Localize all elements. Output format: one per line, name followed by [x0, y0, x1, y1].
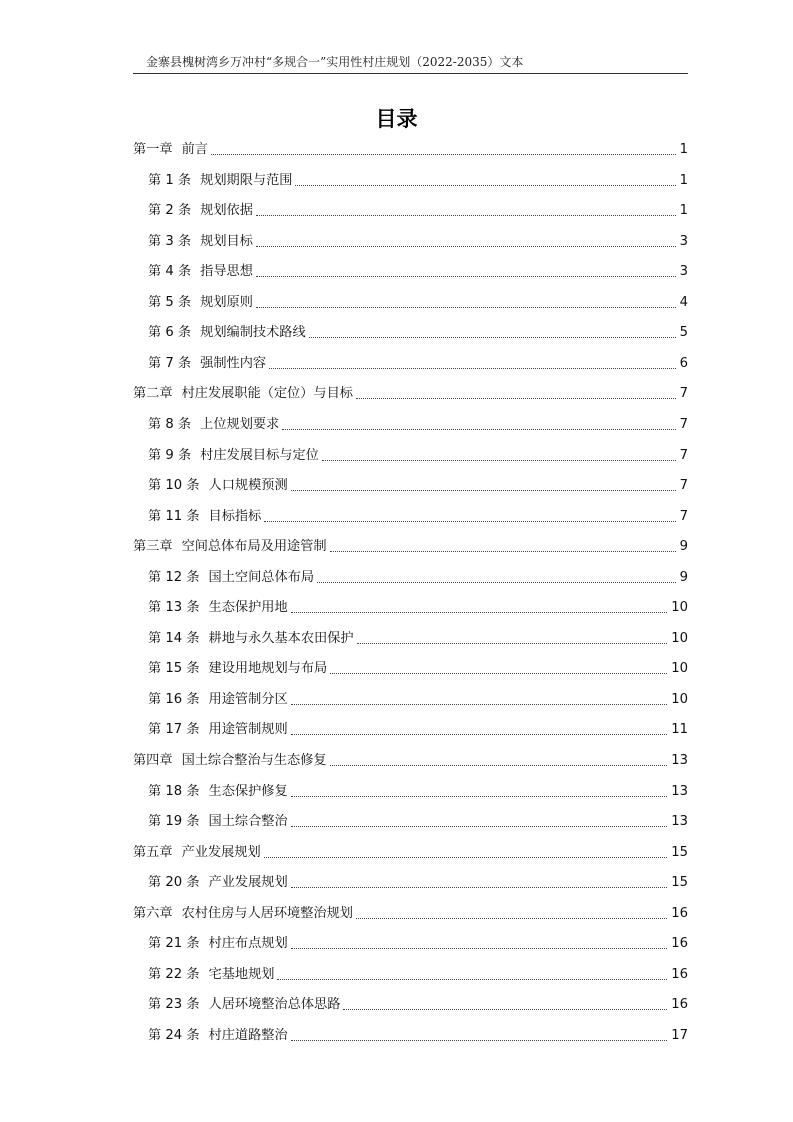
- toc-entry-number: 第二章: [133, 386, 173, 402]
- page-title: 目录: [375, 107, 418, 131]
- toc-dot-leader: [269, 362, 676, 369]
- toc-dot-leader: [211, 148, 676, 155]
- toc-dot-leader: [295, 179, 675, 186]
- toc-entry-title: 国土综合整治与生态修复: [181, 753, 327, 768]
- toc-chapter-entry[interactable]: [133, 384, 688, 404]
- toc-entry-title: 村庄道路整治: [208, 1027, 288, 1043]
- toc-dot-leader: [282, 423, 675, 430]
- toc-entry-number: 第三章: [133, 539, 173, 555]
- toc-chapter-entry[interactable]: [133, 537, 688, 557]
- toc-entry-title: 强制性内容: [200, 355, 267, 371]
- toc-entry-title: 村庄布点规划: [208, 936, 288, 952]
- toc-entry-title: 建设用地规划与布局: [208, 661, 328, 677]
- toc-entry-number: 第 24 条: [148, 1027, 200, 1043]
- toc-entry-title: 规划原则: [200, 294, 253, 310]
- toc-page-number: 1: [679, 203, 688, 219]
- toc-dot-leader: [330, 545, 676, 552]
- toc-dot-leader: [291, 1034, 668, 1041]
- toc-page-number: 9: [679, 539, 688, 555]
- toc-entry-number: 第 3 条: [148, 233, 192, 249]
- toc-dot-leader: [356, 912, 667, 919]
- toc-article-entry[interactable]: [148, 598, 688, 618]
- toc-entry-number: 第五章: [133, 844, 173, 860]
- toc-dot-leader: [277, 973, 667, 980]
- header-divider: [133, 73, 688, 74]
- toc-entry-title: 宅基地规划: [208, 966, 275, 982]
- toc-dot-leader: [356, 392, 676, 399]
- toc-entry-title: 用途管制规则: [208, 722, 288, 738]
- toc-page-number: 10: [671, 630, 688, 646]
- toc-page-number: 13: [671, 814, 688, 830]
- toc-article-entry[interactable]: [148, 354, 688, 374]
- toc-entry-title: 耕地与永久基本农田保护: [208, 630, 354, 646]
- toc-article-entry[interactable]: [148, 293, 688, 313]
- toc-entry-number: 第 15 条: [148, 661, 200, 677]
- toc-entry-title: 生态保护修复: [208, 783, 288, 799]
- toc-article-entry[interactable]: [148, 782, 688, 802]
- toc-page-number: 15: [671, 844, 688, 860]
- toc-dot-leader: [256, 209, 676, 216]
- toc-dot-leader: [264, 515, 675, 522]
- toc-article-entry[interactable]: [148, 171, 688, 191]
- toc-entry-title: 规划依据: [200, 203, 253, 219]
- toc-article-entry[interactable]: [148, 812, 688, 832]
- toc-page-number: 7: [679, 447, 688, 463]
- toc-dot-leader: [291, 606, 668, 613]
- toc-entry-number: 第 23 条: [148, 997, 200, 1013]
- toc-dot-leader: [330, 667, 667, 674]
- toc-article-entry[interactable]: [148, 262, 688, 282]
- toc-entry-title: 规划期限与范围: [200, 172, 293, 188]
- toc-dot-leader: [264, 851, 668, 858]
- toc-article-entry[interactable]: [148, 323, 688, 343]
- toc-article-entry[interactable]: [148, 476, 688, 496]
- toc-article-entry[interactable]: [148, 507, 688, 527]
- toc-page-number: 16: [671, 936, 688, 952]
- toc-entry-title: 农村住房与人居环境整治规划: [181, 905, 353, 921]
- toc-page-number: 16: [671, 966, 688, 982]
- toc-page-number: 11: [671, 722, 688, 738]
- toc-entry-title: 空间总体布局及用途管制: [181, 539, 327, 555]
- toc-entry-title: 用途管制分区: [208, 691, 288, 707]
- toc-entry-title: 村庄发展职能（定位）与目标: [181, 386, 353, 402]
- toc-dot-leader: [330, 759, 668, 766]
- toc-page-number: 10: [671, 661, 688, 677]
- toc-article-entry[interactable]: [148, 629, 688, 649]
- toc-page-number: 7: [679, 508, 688, 524]
- toc-article-entry[interactable]: [148, 720, 688, 740]
- toc-page-number: 13: [671, 753, 688, 768]
- toc-entry-number: 第一章: [133, 142, 173, 157]
- toc-entry-title: 人口规模预测: [208, 478, 288, 494]
- toc-entry-number: 第 13 条: [148, 600, 200, 616]
- toc-article-entry[interactable]: [148, 873, 688, 893]
- toc-entry-title: 生态保护用地: [208, 600, 288, 616]
- toc-chapter-entry[interactable]: [133, 904, 688, 924]
- toc-page-number: 1: [679, 142, 688, 157]
- toc-entry-title: 上位规划要求: [200, 416, 280, 432]
- toc-entry-title: 产业发展规划: [181, 844, 261, 860]
- toc-page-number: 5: [679, 325, 688, 341]
- toc-article-entry[interactable]: [148, 934, 688, 954]
- toc-page-number: 10: [671, 691, 688, 707]
- toc-article-entry[interactable]: [148, 690, 688, 710]
- toc-dot-leader: [291, 698, 668, 705]
- toc-page-number: 16: [671, 997, 688, 1013]
- toc-page-number: 4: [679, 294, 688, 310]
- toc-page-number: 1: [679, 172, 688, 188]
- toc-dot-leader: [291, 790, 668, 797]
- toc-entry-number: 第 4 条: [148, 264, 192, 280]
- toc-article-entry[interactable]: [148, 1026, 688, 1046]
- toc-entry-number: 第 10 条: [148, 478, 200, 494]
- toc-entry-title: 规划编制技术路线: [200, 325, 306, 341]
- toc-page-number: 7: [679, 386, 688, 402]
- toc-entry-number: 第 5 条: [148, 294, 192, 310]
- toc-dot-leader: [256, 240, 676, 247]
- toc-article-entry[interactable]: [148, 415, 688, 435]
- toc-article-entry[interactable]: [148, 965, 688, 985]
- toc-page-number: 17: [671, 1027, 688, 1043]
- toc-entry-number: 第 9 条: [148, 447, 192, 463]
- toc-entry-number: 第 2 条: [148, 203, 192, 219]
- toc-entry-title: 产业发展规划: [208, 875, 288, 891]
- toc-dot-leader: [309, 331, 676, 338]
- toc-article-entry[interactable]: [148, 446, 688, 466]
- toc-chapter-entry[interactable]: [133, 751, 688, 771]
- toc-entry-number: 第 16 条: [148, 691, 200, 707]
- toc-entry-number: 第 14 条: [148, 630, 200, 646]
- toc-article-entry[interactable]: [148, 201, 688, 221]
- toc-entry-title: 人居环境整治总体思路: [208, 997, 341, 1013]
- toc-article-entry[interactable]: [148, 995, 688, 1015]
- toc-entry-number: 第 18 条: [148, 783, 200, 799]
- toc-entry-title: 规划目标: [200, 233, 253, 249]
- toc-page-number: 3: [679, 233, 688, 249]
- toc-page-number: 6: [679, 355, 688, 371]
- toc-dot-leader: [291, 881, 668, 888]
- toc-dot-leader: [317, 576, 676, 583]
- toc-article-entry[interactable]: [148, 659, 688, 679]
- toc-page-number: 15: [671, 875, 688, 891]
- toc-page-number: 7: [679, 416, 688, 432]
- toc-entry-number: 第 20 条: [148, 875, 200, 891]
- toc-entry-number: 第四章: [133, 753, 173, 768]
- toc-entry-number: 第 11 条: [148, 508, 200, 524]
- toc-dot-leader: [291, 820, 668, 827]
- toc-dot-leader: [357, 637, 668, 644]
- toc-page-number: 3: [679, 264, 688, 280]
- toc-dot-leader: [291, 728, 668, 735]
- toc-dot-leader: [322, 454, 676, 461]
- running-header: 金寨县槐树湾乡万冲村“多规合一”实用性村庄规划（2022-2035）文本: [146, 55, 524, 69]
- toc-entry-number: 第 21 条: [148, 936, 200, 952]
- toc-entry-number: 第 8 条: [148, 416, 192, 432]
- toc-entry-number: 第六章: [133, 905, 173, 921]
- toc-entry-title: 村庄发展目标与定位: [200, 447, 319, 463]
- toc-dot-leader: [256, 270, 676, 277]
- toc-dot-leader: [343, 1003, 667, 1010]
- toc-entry-title: 目标指标: [208, 508, 262, 524]
- toc-entry-title: 国土综合整治: [208, 814, 288, 830]
- toc-entry-number: 第 12 条: [148, 569, 200, 585]
- toc-dot-leader: [291, 942, 668, 949]
- toc-entry-number: 第 22 条: [148, 966, 200, 982]
- toc-entry-number: 第 7 条: [148, 355, 192, 371]
- toc-entry-number: 第 1 条: [148, 172, 192, 188]
- toc-entry-number: 第 17 条: [148, 722, 200, 738]
- toc-entry-title: 国土空间总体布局: [208, 569, 315, 585]
- toc-entry-number: 第 6 条: [148, 325, 192, 341]
- toc-article-entry[interactable]: [148, 568, 688, 588]
- toc-chapter-entry[interactable]: [133, 140, 688, 160]
- toc-dot-leader: [256, 301, 676, 308]
- toc-entry-title: 指导思想: [200, 264, 253, 280]
- toc-page-number: 13: [671, 783, 688, 799]
- toc-chapter-entry[interactable]: [133, 843, 688, 863]
- toc-page-number: 7: [679, 478, 688, 494]
- toc-dot-leader: [291, 484, 676, 491]
- toc-entry-title: 前言: [181, 142, 208, 157]
- toc-entry-number: 第 19 条: [148, 814, 200, 830]
- toc-page-number: 16: [671, 905, 688, 921]
- toc-page-number: 10: [671, 600, 688, 616]
- toc-article-entry[interactable]: [148, 232, 688, 252]
- toc-page-number: 9: [679, 569, 688, 585]
